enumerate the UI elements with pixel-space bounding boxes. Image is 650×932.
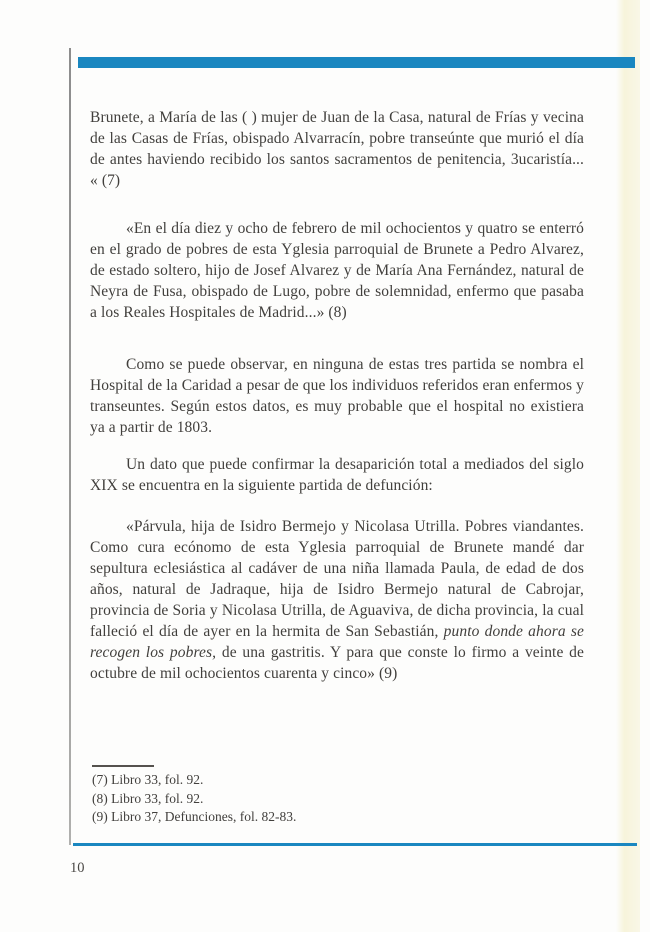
footnote-8: (8) Libro 33, fol. 92.	[92, 790, 204, 806]
body-paragraph-1: Brunete, a María de las ( ) mujer de Juan de la Casa, natural de Frías y vecina de las Casas de Frías, obispado Alvarracín, pobre transeúnte que murió el día de antes haviendo recibido los santos sacramentos de penitencia, 3ucaristía... « (7)	[90, 109, 584, 189]
footnotes-list	[92, 771, 512, 827]
footnote-9: (9) Libro 37, Defunciones, fol. 82-83.	[92, 809, 297, 824]
body-paragraph-4: Un dato que puede confirmar la desaparición total a mediados del siglo XIX se encuentra en la siguiente partida de defunción:	[90, 456, 584, 494]
quote-text-after-italic: de una gastritis. Y para que conste lo firmo a veinte de octubre de mil ochocientos cuarenta y cinco» (9)	[90, 644, 584, 682]
bottom-blue-rule	[73, 843, 637, 846]
page-number: 10	[70, 860, 85, 876]
top-blue-rule	[78, 57, 635, 68]
body-paragraph-3: Como se puede observar, en ninguna de estas tres partida se nombra el Hospital de la Caridad a pesar de que los individuos referidos eran enfermos y transeuntes. Según estos datos, es muy probable que el hospital no existiera ya a partir de 1803.	[90, 356, 584, 436]
page-edge-strip	[616, 0, 640, 932]
body-paragraph-5-quote	[90, 516, 584, 684]
footnote-separator-rule	[92, 765, 154, 767]
quote-italic-phrase: punto donde ahora se recogen los pobres,	[90, 623, 584, 661]
page-edge-hairline	[69, 48, 71, 845]
quote-text-before-italic: «Párvula, hija de Isidro Bermejo y Nicolasa Utrilla. Pobres viandantes. Como cura ecónomo de esta Yglesia parroquial de Brunete mandé dar sepultura eclesiástica al cadáver de una niña llamada Paula, de edad de dos años, natural de Jadraque, hija de Isidro Bermejo natural de Cabrojar, provincia de Soria y Nicolasa Utrilla, de Aguaviva, de dicha provincia, la cual falleció el día de ayer en la hermita de San Sebastián,	[90, 518, 584, 640]
body-paragraph-2-quote: «En el día diez y ocho de febrero de mil ochocientos y quatro se enterró en el grado de pobres de esta Yglesia parroquial de Brunete a Pedro Alvarez, de estado soltero, hijo de Josef Alvarez y de María Ana Fernández, natural de Neyra de Fusa, obispado de Lugo, pobre de solemnidad, enfermo que pasaba a los Reales Hospitales de Madrid...» (8)	[90, 220, 584, 321]
footnote-7: (7) Libro 33, fol. 92.	[92, 772, 204, 787]
